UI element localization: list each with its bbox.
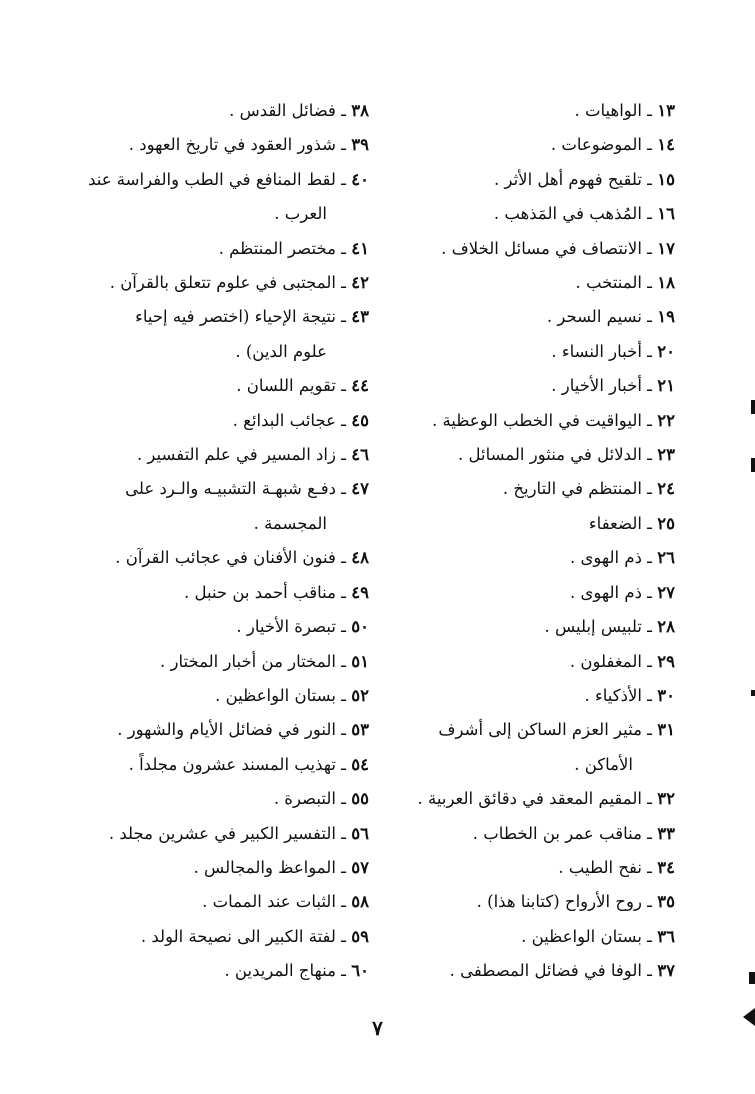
- list-item: ١٤ ـ الموضوعات .: [550, 135, 675, 155]
- list-item: ٦٠ ـ منهاج المريدين .: [224, 961, 369, 981]
- list-item: ٤٥ ـ عجائب البدائع .: [232, 410, 369, 430]
- list-item: ٤٩ ـ مناقب أحمد بن حنبل .: [183, 582, 369, 602]
- right-column: [405, 94, 675, 989]
- list-item: ٥٠ ـ تبصرة الأخيار .: [236, 617, 369, 637]
- list-item: ٣٥ ـ روح الأرواح (كتابنا هذا) .: [476, 892, 675, 912]
- list-item-continuation: المجسمة .: [253, 513, 327, 533]
- list-item-continuation: علوم الدين) .: [235, 341, 327, 361]
- list-item: ٢٦ ـ ذم الهوى .: [569, 548, 675, 568]
- page-number: ٧: [372, 1016, 383, 1040]
- list-item: ١٥ ـ تلقيح فهوم أهل الأثر .: [493, 169, 675, 189]
- list-item: ١٨ ـ المنتخب .: [575, 273, 675, 293]
- list-item: ٤٠ ـ لقط المنافع في الطب والفراسة عند: [88, 169, 369, 189]
- list-item: ٤٦ ـ زاد المسير في علم التفسير .: [136, 445, 369, 465]
- list-item: ٢٧ ـ ذم الهوى .: [569, 582, 675, 602]
- list-item: ٢٤ ـ المنتظم في التاريخ .: [502, 479, 675, 499]
- list-item-continuation: الأماكن .: [574, 754, 633, 774]
- list-item: ٥٥ ـ التبصرة .: [273, 789, 369, 809]
- list-item: ٥٨ ـ الثبات عند الممات .: [202, 892, 369, 912]
- list-item: ٣٧ ـ الوفا في فضائل المصطفى .: [449, 961, 675, 981]
- list-item: ١٦ ـ المُذهب في المَذهب .: [493, 204, 675, 224]
- list-item: ٤٨ ـ فنون الأفنان في عجائب القرآن .: [115, 548, 369, 568]
- list-item: ٢٩ ـ المغفلون .: [569, 651, 675, 671]
- list-item: ٥٧ ـ المواعظ والمجالس .: [193, 857, 369, 877]
- list-item: ٣٤ ـ نفح الطيب .: [558, 857, 675, 877]
- list-item: ٤٤ ـ تقويم اللسان .: [236, 376, 369, 396]
- list-item: ١٩ ـ نسيم السحر .: [546, 307, 675, 327]
- page-edge-arrow-icon: [743, 1008, 755, 1026]
- list-item: ٥١ ـ المختار من أخبار المختار .: [160, 651, 369, 671]
- list-item: ١٣ ـ الواهيات .: [574, 101, 675, 120]
- list-item-continuation: العرب .: [274, 204, 327, 224]
- left-column: [69, 94, 369, 989]
- page-edge-mark: [751, 400, 755, 414]
- list-item: ٢١ ـ أخبار الأخيار .: [551, 376, 675, 396]
- list-item: ٤٣ ـ نتيجة الإحياء (اختصر فيه إحياء: [135, 307, 369, 327]
- page-edge-mark: [751, 458, 755, 472]
- list-item: ٥٢ ـ بستان الواعظين .: [215, 685, 369, 705]
- page-edge-mark: [749, 972, 755, 984]
- list-item: ٥٤ ـ تهذيب المسند عشرون مجلداً .: [128, 754, 369, 774]
- list-item: ٥٦ ـ التفسير الكبير في عشرين مجلد .: [108, 823, 369, 843]
- list-item: ٣٠ ـ الأذكياء .: [584, 685, 675, 705]
- list-item: ٣٣ ـ مناقب عمر بن الخطاب .: [472, 823, 675, 843]
- list-item: ٥٩ ـ لفتة الكبير الى نصيحة الولد .: [140, 926, 369, 946]
- list-item: ٣٩ ـ شذور العقود في تاريخ العهود .: [128, 135, 369, 155]
- list-item: ٥٣ ـ النور في فضائل الأيام والشهور .: [117, 720, 369, 740]
- list-item: ١٧ ـ الانتصاف في مسائل الخلاف .: [441, 238, 675, 258]
- list-item: ٤٧ ـ دفـع شبهـة التشبيـه والـرد على: [125, 479, 369, 499]
- list-item: ٤٢ ـ المجتبى في علوم تتعلق بالقرآن .: [109, 273, 369, 293]
- list-item: ٣٢ ـ المقيم المعقد في دقائق العربية .: [417, 789, 675, 809]
- list-item: ٤١ ـ مختصر المنتظم .: [218, 238, 369, 258]
- list-item: ٢٢ ـ اليواقيت في الخطب الوعظية .: [431, 410, 675, 430]
- list-item: ٣٦ ـ بستان الواعظين .: [521, 926, 675, 946]
- list-item: ٣١ ـ مثير العزم الساكن إلى أشرف: [438, 720, 675, 740]
- list-item: ٣٨ ـ فضائل القدس .: [229, 101, 369, 120]
- list-item: ٢٣ ـ الدلائل في منثور المسائل .: [458, 445, 675, 465]
- list-item: ٢٠ ـ أخبار النساء .: [551, 341, 675, 361]
- list-item: ٢٥ ـ الضعفاء: [588, 513, 675, 533]
- page-edge-mark: [751, 690, 755, 696]
- list-item: ٢٨ ـ تلبيس إبليس .: [544, 617, 675, 637]
